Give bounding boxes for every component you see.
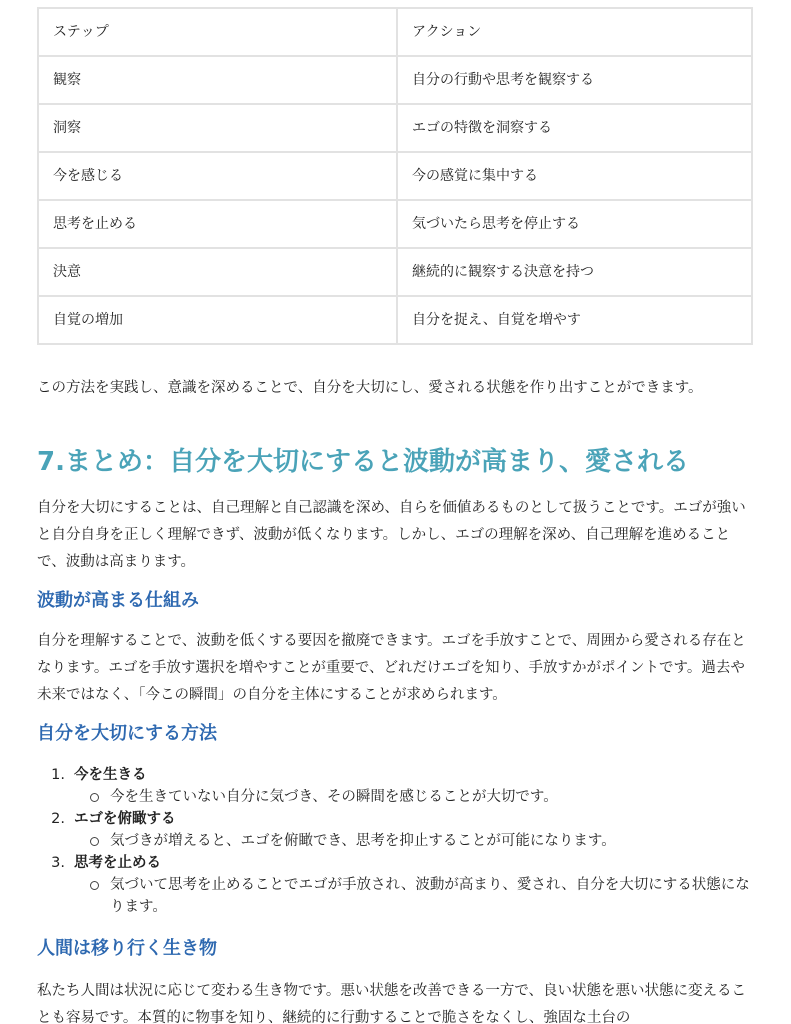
sub-list-text: 気づきが増えると、エゴを俯瞰でき、思考を抑止することが可能になります。 xyxy=(110,833,616,849)
table-header-cell: アクション xyxy=(397,8,752,56)
method-list xyxy=(37,764,757,918)
sub-list-item xyxy=(92,874,757,918)
list-number: 2. xyxy=(51,811,65,827)
table-cell-step: 洞察 xyxy=(38,104,397,152)
subheading-method: 自分を大切にする方法 xyxy=(37,723,217,744)
list-item xyxy=(37,852,757,918)
summary-paragraph: この方法を実践し、意識を深めることで、自分を大切にし、愛される状態を作り出すことができます。 xyxy=(37,380,703,396)
table-cell-step: 自覚の増加 xyxy=(38,296,397,344)
subheading-mechanism: 波動が高まる仕組み xyxy=(37,590,199,611)
section-heading: 7.まとめ：自分を大切にすると波動が高まり、愛される xyxy=(37,447,689,477)
mechanism-paragraph: 自分を理解することで、波動を低くする要因を撤廃できます。エゴを手放すことで、周囲から愛される存在となります。エゴを手放す選択を増やすことが重要で、どれだけエゴを知り、手放すかがポイントです。過去や未来ではなく、「今この瞬間」の自分を主体にすることが求められます。 xyxy=(37,633,746,703)
table-cell-action: 継続的に観察する決意を持つ xyxy=(397,248,752,296)
table-cell-step: 思考を止める xyxy=(38,200,397,248)
table-row xyxy=(38,200,752,248)
table-row xyxy=(38,248,752,296)
table-cell-action: 自分の行動や思考を観察する xyxy=(397,56,752,104)
list-item-title: 今を生きる xyxy=(74,767,147,783)
list-item-title: エゴを俯瞰する xyxy=(74,811,176,827)
steps-table xyxy=(37,7,753,345)
table-row xyxy=(38,56,752,104)
list-item xyxy=(37,764,757,808)
table-cell-step: 決意 xyxy=(38,248,397,296)
table-row xyxy=(38,296,752,344)
list-item xyxy=(37,808,757,852)
list-item-title: 思考を止める xyxy=(74,855,161,871)
table-row xyxy=(38,152,752,200)
bullet-icon xyxy=(90,837,99,846)
sub-list-text: 今を生きていない自分に気づき、その瞬間を感じることが大切です。 xyxy=(110,789,558,805)
table-header-cell: ステップ xyxy=(38,8,397,56)
subheading-human: 人間は移り行く生き物 xyxy=(37,938,217,959)
section-intro-paragraph: 自分を大切にすることは、自己理解と自己認識を深め、自らを価値あるものとして扱うことです。エゴが強いと自分自身を正しく理解できず、波動が低くなります。しかし、エゴの理解を深め、自己理解を進めることで、波動は高まります。 xyxy=(37,500,746,570)
list-number: 3. xyxy=(51,855,65,871)
bullet-icon xyxy=(90,793,99,802)
sub-list-item xyxy=(92,786,757,808)
sub-list-text: 気づいて思考を止めることでエゴが手放され、波動が高まり、愛され、自分を大切にする状態になります。 xyxy=(110,877,750,915)
table-row xyxy=(38,104,752,152)
sub-list-item xyxy=(92,830,757,852)
human-paragraph: 私たち人間は状況に応じて変わる生き物です。悪い状態を改善できる一方で、良い状態を悪い状態に変えることも容易です。本質的に物事を知り、継続的に行動することで脆さをなくし、強固な土台の xyxy=(37,983,747,1024)
table-cell-action: エゴの特徴を洞察する xyxy=(397,104,752,152)
table-cell-action: 気づいたら思考を停止する xyxy=(397,200,752,248)
bullet-icon xyxy=(90,881,99,890)
list-number: 1. xyxy=(51,767,65,783)
table-cell-action: 自分を捉え、自覚を増やす xyxy=(397,296,752,344)
table-cell-action: 今の感覚に集中する xyxy=(397,152,752,200)
table-header-row xyxy=(38,8,752,56)
table-cell-step: 観察 xyxy=(38,56,397,104)
table-cell-step: 今を感じる xyxy=(38,152,397,200)
